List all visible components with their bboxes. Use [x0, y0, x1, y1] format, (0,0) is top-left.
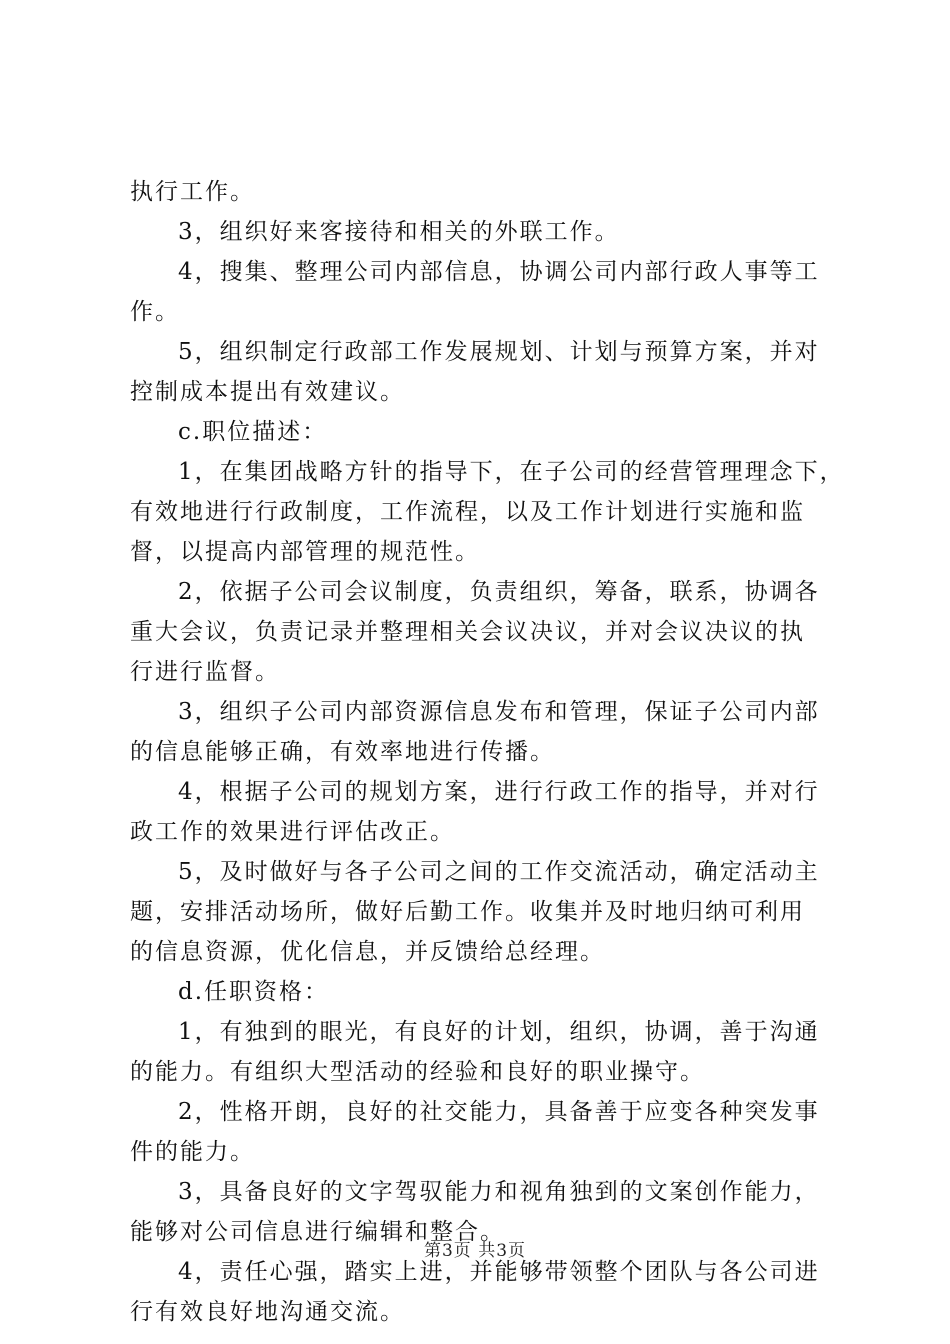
page-number-footer: 第3页 共3页 [423, 1241, 527, 1261]
text-line: 的信息能够正确，有效率地进行传播。 [130, 739, 555, 765]
text-line: 4，责任心强，踏实上进，并能够带领整个团队与各公司进 [178, 1259, 820, 1285]
text-line: 的信息资源，优化信息，并反馈给总经理。 [130, 939, 605, 965]
text-line: 4，搜集、整理公司内部信息，协调公司内部行政人事等工 [178, 259, 820, 285]
text-line: 件的能力。 [130, 1139, 255, 1165]
text-line: 4，根据子公司的规划方案，进行行政工作的指导，并对行 [178, 779, 820, 805]
text-line: 有效地进行行政制度，工作流程，以及工作计划进行实施和监 [130, 499, 805, 525]
text-line: 3，组织子公司内部资源信息发布和管理，保证子公司内部 [178, 699, 820, 725]
section-heading-d: d.任职资格： [178, 979, 330, 1005]
text-line: 题，安排活动场所，做好后勤工作。收集并及时地归纳可利用 [130, 899, 805, 925]
text-line: 1，有独到的眼光，有良好的计划，组织，协调，善于沟通 [178, 1019, 820, 1045]
text-line: 督，以提高内部管理的规范性。 [130, 539, 480, 565]
text-line: 执行工作。 [130, 179, 255, 205]
text-line: 能够对公司信息进行编辑和整合。 [130, 1219, 505, 1245]
text-line: 5，组织制定行政部工作发展规划、计划与预算方案，并对 [178, 339, 820, 365]
text-line: 的能力。有组织大型活动的经验和良好的职业操守。 [130, 1059, 705, 1085]
text-line: 行有效良好地沟通交流。 [130, 1299, 405, 1325]
text-line: 重大会议，负责记录并整理相关会议决议，并对会议决议的执 [130, 619, 805, 645]
text-line: 政工作的效果进行评估改正。 [130, 819, 455, 845]
text-line: 1，在集团战略方针的指导下，在子公司的经营管理理念下， [178, 459, 845, 485]
text-line: 2，依据子公司会议制度，负责组织，筹备，联系，协调各 [178, 579, 820, 605]
text-line: 行进行监督。 [130, 659, 280, 685]
document-body [130, 172, 845, 1332]
section-heading-c: c.职位描述： [178, 419, 328, 445]
text-line: 3，具备良好的文字驾驭能力和视角独到的文案创作能力， [178, 1179, 820, 1205]
text-line: 3，组织好来客接待和相关的外联工作。 [178, 219, 620, 245]
text-line: 控制成本提出有效建议。 [130, 379, 405, 405]
text-line: 2，性格开朗，良好的社交能力，具备善于应变各种突发事 [178, 1099, 820, 1125]
text-line: 作。 [130, 299, 180, 325]
text-line: 5，及时做好与各子公司之间的工作交流活动，确定活动主 [178, 859, 820, 885]
